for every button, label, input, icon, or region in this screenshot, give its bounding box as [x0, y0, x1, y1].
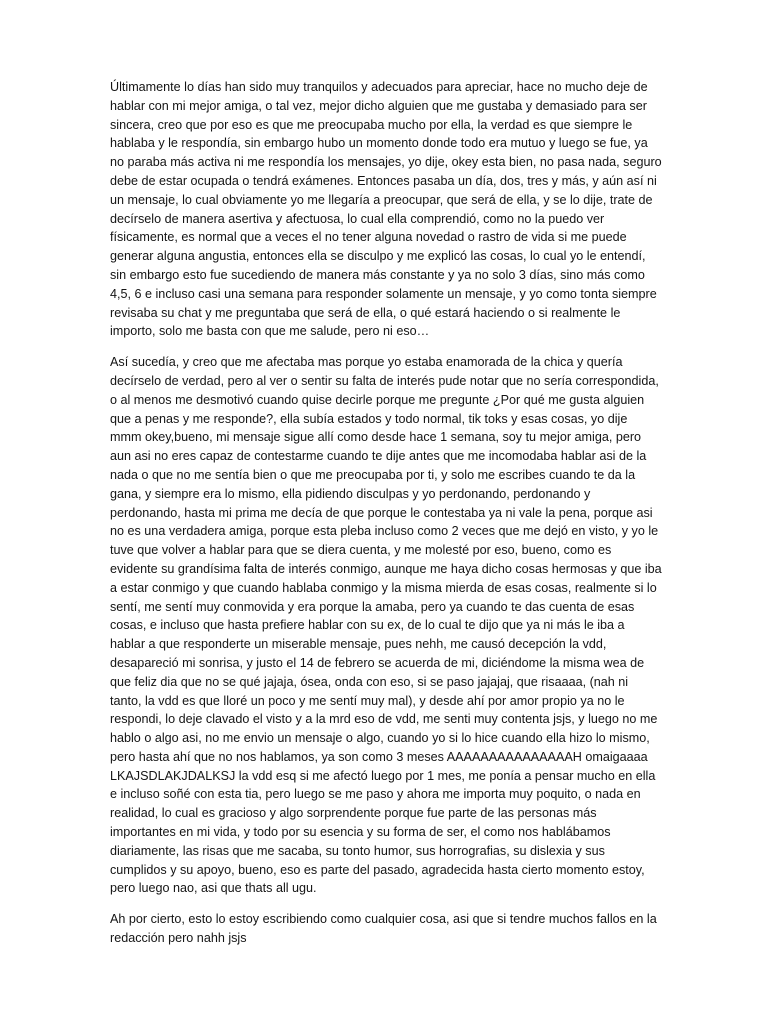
paragraph-1: Últimamente lo días han sido muy tranquilos y adecuados para apreciar, hace no mucho deje de hablar con mi mejor amiga, o tal vez, mejor dicho alguien que me gustaba y demasiado para ser sincera, creo que por eso es que me preocupaba mucho por ella, la verdad es que siempre le hablaba y le respondía, sin embargo hubo un momento donde todo era mutuo y luego se fue, ya no paraba más activa ni me respondía los mensajes, yo dije, okey esta bien, no pasa nada, seguro debe de estar ocupada o tendrá exámenes. Entonces pasaba un día, dos, tres y más, y aún así ni un mensaje, lo cual obviamente yo me llegaría a preocupar, que será de ella, y se lo dije, trate de decírselo de manera asertiva y afectuosa, lo cual ella comprendió, como no la puedo ver físicamente, es normal que a veces el no tener alguna novedad o rastro de vida si me puede generar alguna angustia, entonces ella se disculpo y me explicó las cosas, lo cual yo le entendí, sin embargo esto fue sucediendo de manera más constante y ya no solo 3 días, sino más como 4,5, 6 e incluso casi una semana para responder solamente un mensaje, y yo como tonta siempre revisaba su chat y me preguntaba que será de ella, o qué estará haciendo o si realmente le importo, solo me basta con que me salude, pero ni eso… — [110, 80, 662, 339]
paragraph-2: Así sucedía, y creo que me afectaba mas porque yo estaba enamorada de la chica y quería decírselo de verdad, pero al ver o sentir su falta de interés pude notar que no sería correspondida, o al menos me desmotivó cuando quise decirle porque me pregunte ¿Por qué me gusta alguien que a penas y me responde?, ella subía estados y todo normal, tik toks y esas cosas, yo dije mmm okey,bueno, mi mensaje sigue allí como desde hace 1 semana, soy tu mejor amiga, pero aun asi no eres capaz de contestarme cuando te dije antes que me incomodaba hablar asi de la nada o que no me sentía bien o que me preocupaba por ti, y solo me escribes cuando te da la gana, y siempre era lo mismo, ella pidiendo disculpas y yo perdonando, perdonando y perdonando, hasta mi prima me decía de que porque le contestaba ya ni vale la pena, porque asi no es una verdadera amiga, porque esta pleba incluso como 2 veces que me dejó en visto, y yo le tuve que volver a hablar para que se diera cuenta, y me molesté por eso, bueno, como es evidente su grandísima falta de interés conmigo, aunque me haya dicho cosas hermosas y que iba a estar conmigo y que cuando hablaba conmigo y la misma mierda de esas cosas, realmente si lo sentí, me sentí muy conmovida y era porque la amaba, pero ya cuando te das cuenta de esas cosas, e incluso que hasta prefiere hablar con su ex, de lo cual te dijo que ya ni más le iba a hablar a que responderte un miserable mensaje, pues nehh, me causó decepción la vdd, desapareció mi sonrisa, y justo el 14 de febrero se acuerda de mi, diciéndome la misma wea de que feliz dia que no se qué jajaja, ósea, onda con eso, si se paso jajajaj, que risaaaa, (nah ni tanto, la vdd es que lloré un poco y me sentí muy mal), y desde ahí por amor propio ya no le respondi, lo deje clavado el visto y a la mrd eso de vdd, me senti muy contenta jsjs, y luego no me hablo o algo asi, no me envio un mensaje o algo, cuando yo si lo hice cuando ella hizo lo mismo, pero hasta ahí que no nos hablamos, ya son como 3 meses AAAAAAAAAAAAAAAH omaigaaaa LKAJSDLAKJDALKSJ la vdd esq si me afectó luego por 1 mes, me ponía a pensar mucho en ella e incluso soñé con esta tia, pero luego se me paso y ahora me importa muy poquito, o nada en realidad, lo cual es gracioso y algo sorprendente porque fue parte de las personas más importantes en mi vida, y todo por su esencia y su forma de ser, el como nos hablábamos diariamente, las risas que me sacaba, su tonto humor, sus horrografias, su dislexia y sus cumplidos y su apoyo, bueno, eso es parte del pasado, agradecida hasta cierto momento estoy, pero luego nao, asi que thats all ugu. — [110, 355, 662, 896]
paragraph-3: Ah por cierto, esto lo estoy escribiendo como cualquier cosa, asi que si tendre muchos fallos en la redacción pero nahh jsjs — [110, 912, 657, 946]
document-body — [110, 78, 662, 960]
